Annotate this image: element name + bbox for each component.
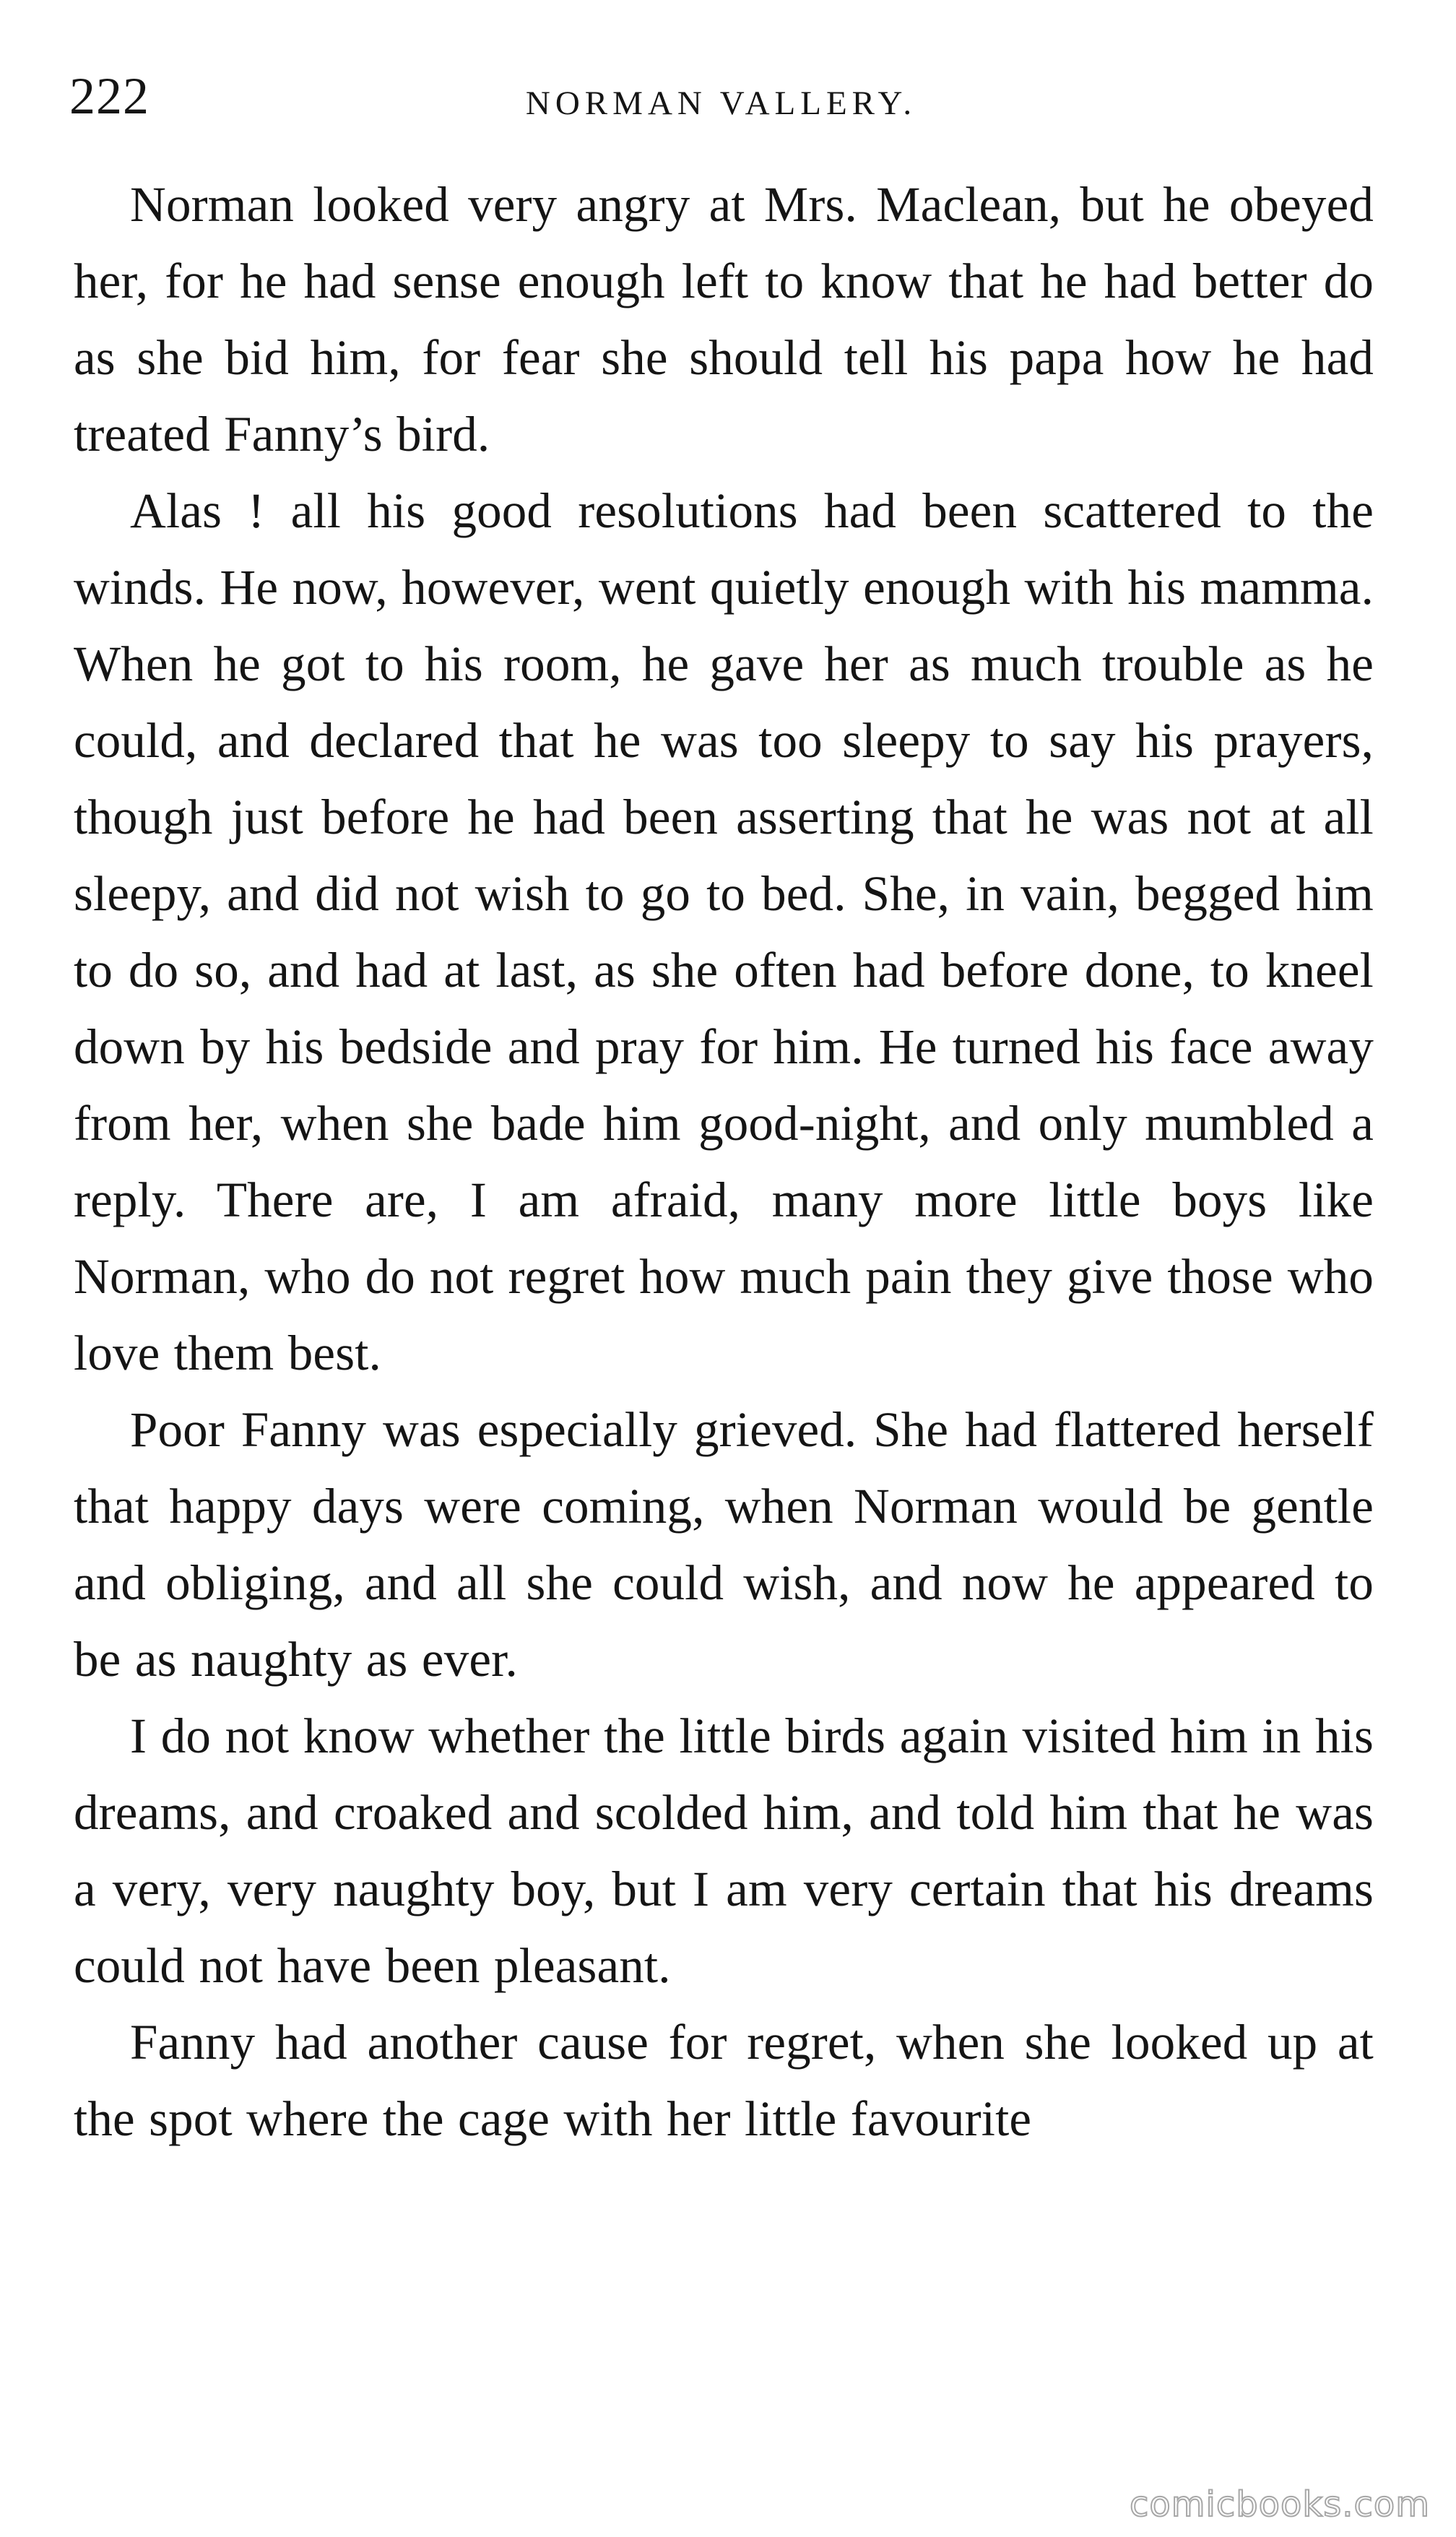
running-title: NORMAN VALLERY. <box>525 85 917 122</box>
paragraph-1: Norman looked very angry at Mrs. Maclean, but he obeyed her, for he had sense enough left to know that he had better do as she bid him, for fear she should tell his papa how he had treated Fanny’s bird. <box>74 177 1374 462</box>
paragraph-5: Fanny had another cause for regret, when she looked up at the spot where the cage with her little favourite <box>74 2015 1374 2146</box>
watermark-text: comicbooks.com <box>1129 2484 1430 2525</box>
page-number: 222 <box>69 67 150 125</box>
paragraph-3: Poor Fanny was especially grieved. She had flattered herself that happy days were coming, when Norman would be gentle and obliging, and all she could wish, and now he appeared to be as naughty as ever. <box>74 1402 1374 1687</box>
paragraph-4: I do not know whether the little birds again visited him in his dreams, and croaked and scolded him, and told him that he was a very, very naughty boy, but I am very certain that his dreams could not have been pleasant. <box>74 1708 1374 1993</box>
body-text <box>74 166 1374 2157</box>
running-head <box>69 64 1373 129</box>
paragraph-2: Alas ! all his good resolutions had been scattered to the winds. He now, however, went quietly enough with his mamma. When he got to his room, he gave her as much trouble as he could, and declared that he was too sleepy to say his prayers, though just before he had been asserting that he was not at all sleepy, and did not wish to go to bed. She, in vain, begged him to do so, and had at last, as she often had before done, to kneel down by his bedside and pray for him. He turned his face away from her, when she bade him good-night, and only mumbled a reply. There are, I am afraid, many more little boys like Norman, who do not regret how much pain they give those who love them best. <box>74 483 1374 1380</box>
